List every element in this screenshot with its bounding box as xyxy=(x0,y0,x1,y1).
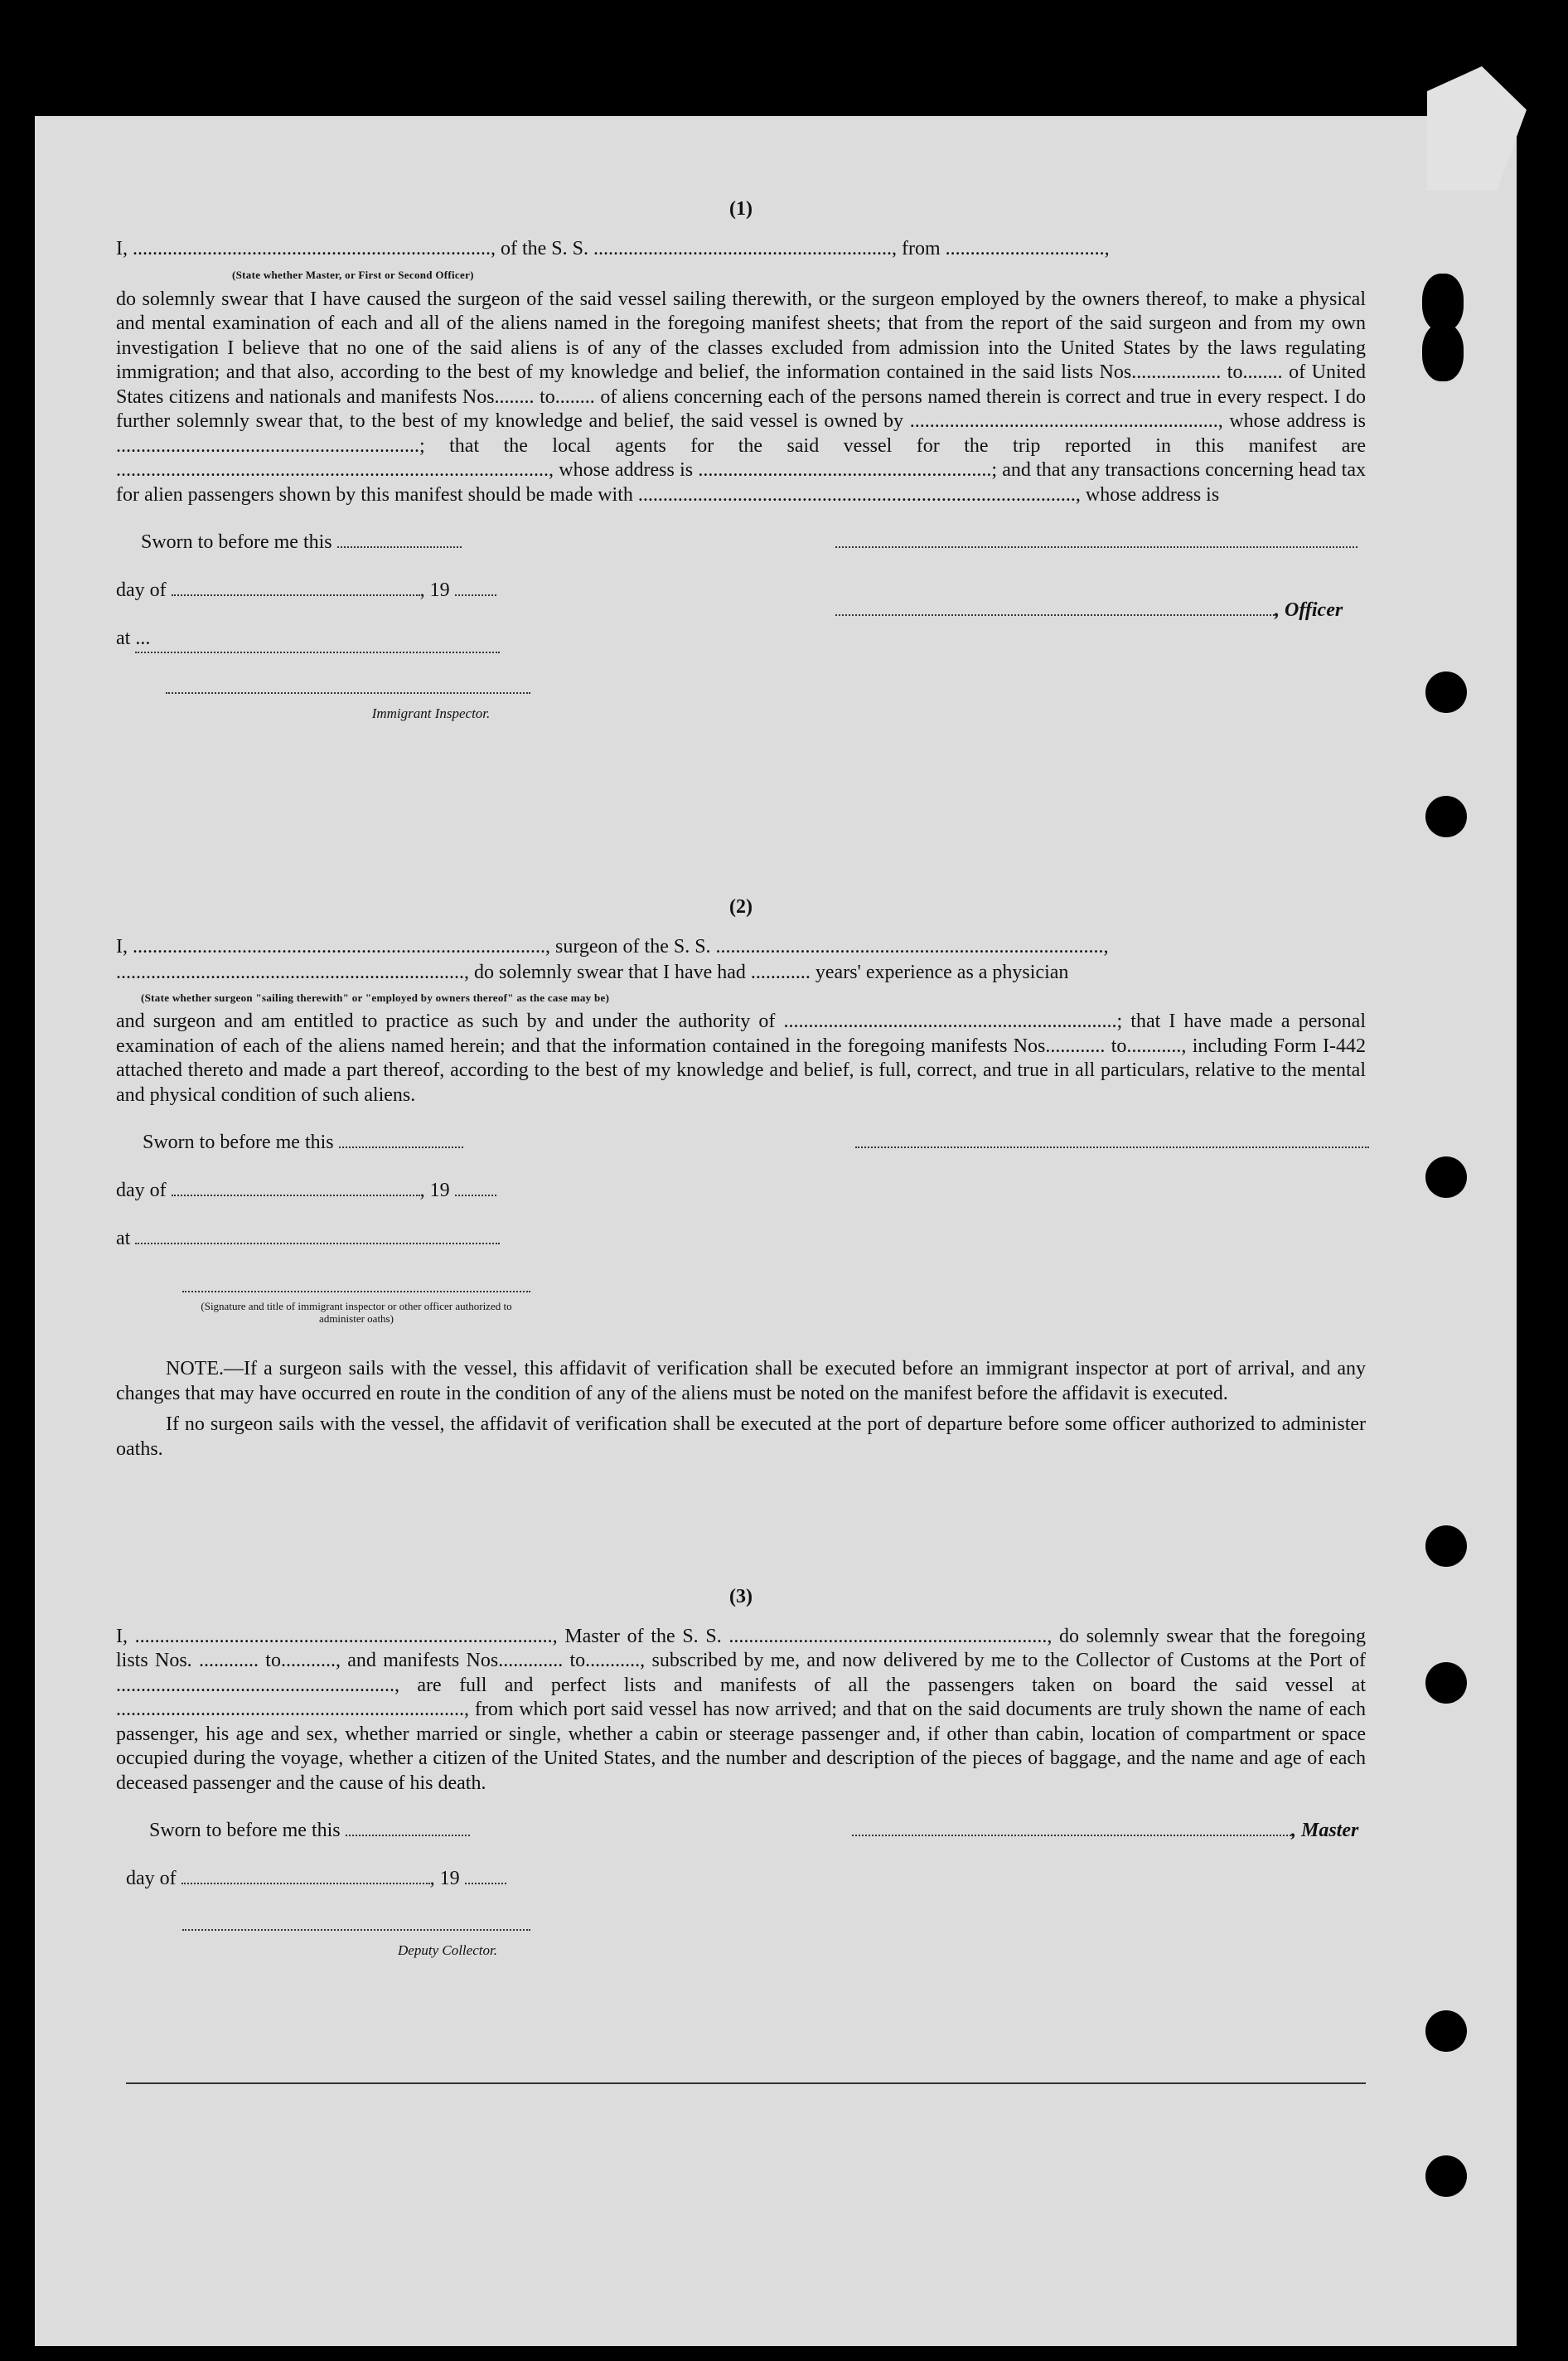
section-2-line2: ......................................................................, do solemnly swear that I have had ............ years' experience as a physician xyxy=(116,962,1069,983)
binder-hole xyxy=(1422,323,1464,381)
section-1-hint: (State whether Master, or First or Second Officer) xyxy=(232,269,474,281)
year-blank[interactable] xyxy=(455,594,496,596)
year-label: , 19 xyxy=(419,579,450,601)
inspector-signature xyxy=(182,1275,530,1325)
sworn-blank[interactable] xyxy=(339,1147,463,1148)
year-blank[interactable] xyxy=(465,1883,506,1884)
collector-blank[interactable] xyxy=(182,1929,530,1931)
master-label: , Master xyxy=(1291,1820,1359,1841)
section-3 xyxy=(116,1585,1366,1968)
section-1-body: do solemnly swear that I have caused the surgeon of the said vessel sailing therewith, or the surgeon employed by the owners thereof, to make a physical and mental examination of each and all of the aliens named in the foregoing manifest sheets; that from the report of the said surgeon and from my own investigation I believe that no one of the said aliens is of any of the classes excluded from admission into the United States by the laws regulating immigration; and that also, according to the best of my knowledge and belief, the information contained in the said lists Nos.................. to........ of United States citizens and nationals and manifests Nos........ to........ of aliens concerning each of the persons named therein is correct and true in every respect. I do further solemnly swear that, to the best of my knowledge and belief, the said vessel is owned by .............................................................., whose address is .............................................................; that the local agents for the said vessel for the trip reported in this manifest are ......................................................................................., whose address is ...........................................................; and that any transactions concerning head tax for alien passengers shown by this manifest should be made with ........................................................................................, whose address is xyxy=(116,288,1366,506)
sworn-line xyxy=(149,1819,470,1844)
inspector-caption: Immigrant Inspector. xyxy=(371,705,491,721)
section-2-hint: (State whether surgeon "sailing therewith" or "employed by owners thereof" as the case may be) xyxy=(141,991,610,1004)
section-1-signatures xyxy=(116,531,1366,738)
day-label: day of xyxy=(116,1180,167,1201)
bottom-rule xyxy=(126,2082,1366,2084)
surgeon-signature xyxy=(855,1131,1369,1156)
officer-line xyxy=(835,599,1343,623)
sworn-blank[interactable] xyxy=(346,1835,470,1836)
sworn-line xyxy=(143,1131,463,1156)
day-blank[interactable] xyxy=(172,1195,420,1196)
day-label: day of xyxy=(126,1868,177,1889)
at-value: ... xyxy=(135,628,151,649)
sworn-line xyxy=(141,531,462,555)
collector-caption: Deputy Collector. xyxy=(398,1942,497,1958)
section-2-body: and surgeon and am entitled to practice as such by and under the authority of ...................................................................; that I have made a personal examination of each of the aliens named herein; and that the information contained in the foregoing manifests Nos............ to..........., including Form I-442 attached thereto and made a part thereof, according to the best of my knowledge and belief, is full, correct, and true in all particulars, relative to the mental and physical condition of such aliens. xyxy=(116,1011,1366,1106)
binder-hole xyxy=(1425,796,1467,837)
year-label: , 19 xyxy=(429,1868,460,1889)
inspector-caption: (Signature and title of immigrant inspector or other officer authorized to administer oaths) xyxy=(201,1299,512,1325)
day-blank[interactable] xyxy=(181,1883,430,1884)
binder-hole xyxy=(1425,1156,1467,1198)
section-1-number: (1) xyxy=(729,198,753,220)
note-paragraph-2: If no surgeon sails with the vessel, the affidavit of verification shall be executed at the port of departure before some officer authorized to administer oaths. xyxy=(116,1413,1366,1460)
note-paragraph-1: NOTE.—If a surgeon sails with the vessel, this affidavit of verification shall be executed before an immigrant inspector at port of arrival, and any changes that may have occurred en route in the condition of any of the aliens must be noted on the manifest before the affidavit is executed. xyxy=(116,1358,1366,1404)
section-2-line1: I, ..................................................................................., surgeon of the S. S. .............................................................................., xyxy=(116,935,1109,957)
inspector-blank[interactable] xyxy=(182,1291,530,1292)
officer-signature-blank[interactable] xyxy=(835,546,1357,548)
day-line xyxy=(116,1179,496,1204)
master-line xyxy=(852,1819,1358,1844)
officer-blank[interactable] xyxy=(835,614,1275,616)
inspector-signature xyxy=(166,676,530,725)
at-line xyxy=(116,627,500,653)
section-1 xyxy=(116,197,1366,738)
sworn-label: Sworn to before me this xyxy=(141,531,332,553)
inspector-blank[interactable] xyxy=(166,692,530,694)
section-1-text xyxy=(116,237,1366,508)
section-2-text xyxy=(116,935,1366,1108)
day-label: day of xyxy=(116,579,167,601)
section-2-note xyxy=(116,1357,1366,1462)
section-2-signatures xyxy=(116,1131,1366,1342)
day-blank[interactable] xyxy=(172,594,420,596)
binder-hole xyxy=(1425,1525,1467,1567)
section-3-body: I, ...................................................................................., Master of the S. S. ................................................................, do solemnly swear that the foregoing lists Nos. ............ to..........., and manifests Nos............. to..........., subscribed by me, and now delivered by me to the Collector of Customs at the Port of ........................................................, are full and perfect lists and manifests of all the passengers taken on board the said vessel at ......................................................................, from which port said vessel has now arrived; and that on the said documents are truly shown the name of each passenger, his age and sex, whether married or single, whether a cabin or steerage passenger and, if other than cabin, location of compartment or space occupied during the voyage, whether a citizen of the United States, and the number and description of the pieces of baggage, and the name and age of each deceased passenger and the cause of his death. xyxy=(116,1625,1366,1794)
binder-hole xyxy=(1425,1662,1467,1704)
year-blank[interactable] xyxy=(455,1195,496,1196)
binder-hole xyxy=(1425,2010,1467,2052)
section-2-number: (2) xyxy=(729,896,753,918)
section-3-number: (3) xyxy=(729,1586,753,1607)
binder-hole xyxy=(1425,2155,1467,2197)
signature-blank-top xyxy=(835,531,1357,555)
at-blank[interactable] xyxy=(135,627,500,653)
at-label: at xyxy=(116,628,131,649)
at-blank[interactable] xyxy=(135,1243,500,1244)
sworn-label: Sworn to before me this xyxy=(143,1132,334,1153)
master-blank[interactable] xyxy=(852,1835,1291,1836)
collector-signature xyxy=(182,1913,530,1962)
day-line xyxy=(126,1867,506,1892)
sworn-blank[interactable] xyxy=(337,546,462,548)
at-label: at xyxy=(116,1228,131,1249)
at-line xyxy=(116,1227,500,1252)
day-line xyxy=(116,579,496,604)
section-3-signatures xyxy=(116,1819,1366,1968)
section-2 xyxy=(116,895,1366,1468)
surgeon-signature-blank[interactable] xyxy=(855,1147,1369,1148)
section-1-line1: I, ........................................................................, of the S. S. ............................................................, from ................................, xyxy=(116,237,1110,259)
section-3-text xyxy=(116,1625,1366,1796)
year-label: , 19 xyxy=(419,1180,450,1201)
binder-hole xyxy=(1425,671,1467,713)
sworn-label: Sworn to before me this xyxy=(149,1820,341,1841)
officer-label: , Officer xyxy=(1275,599,1343,621)
